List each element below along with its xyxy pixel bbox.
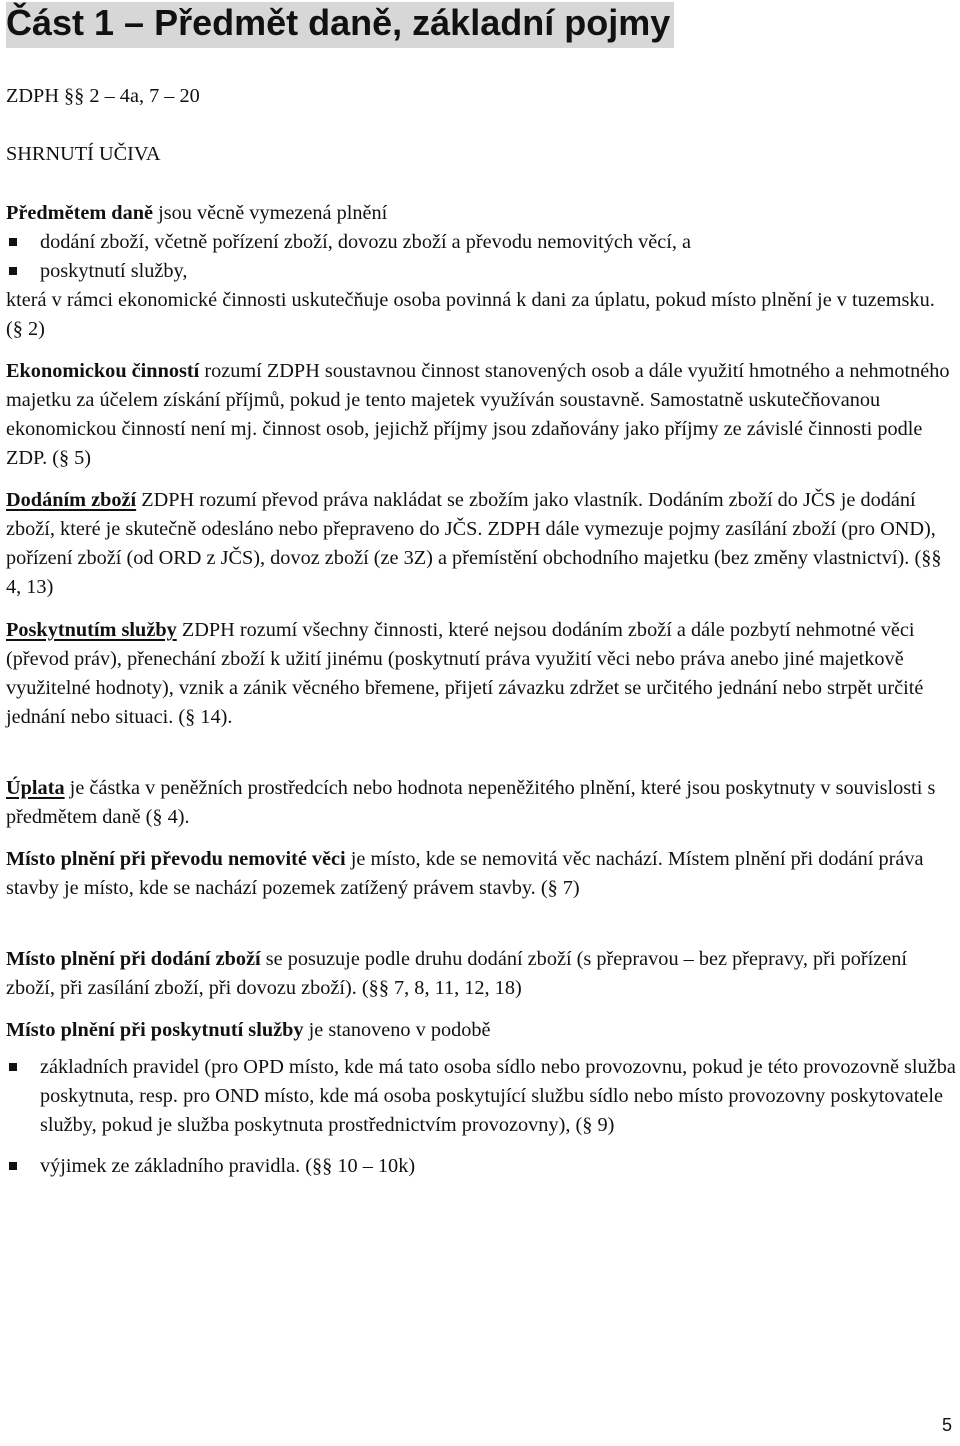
paragraph-text: rozumí ZDPH soustavnou činnost stanovených osob a dále využití hmotného a nehmotného majetku za účelem získání příjmů, pokud je tento majetek využíván soustavně. Samostatně uskutečňovanou ekonomickou činností není mj. činnost osob, jejichž příjmy jsou zdaňovány jako příjmy ze závislé činnosti podle ZDP. (§ 5) xyxy=(6,360,950,469)
paragraph-text: je místo, kde se nemovitá věc nachází. Místem plnění při dodání práva stavby je místo, kde se nachází pozemek zatížený právem stavby. (§ 7) xyxy=(6,848,924,899)
section-intro xyxy=(6,199,956,228)
section-continuation: která v rámci ekonomické činnosti uskutečňuje osoba povinná k dani za úplatu, pokud místo plnění je v tuzemsku. (§ 2) xyxy=(6,289,935,340)
paragraph xyxy=(6,774,956,832)
list-item: základních pravidel (pro OPD místo, kde má tato osoba sídlo nebo provozovnu, pokud je této provozovně služba poskytnuta, resp. pro OND místo, kde má osoba poskytující službu sídlo nebo místo provozovny poskytovatele služby, pokud je služba poskytnuta prostřednictvím provozovny), (§ 9) xyxy=(6,1053,956,1140)
section-place-real-estate xyxy=(6,845,956,903)
section-consideration xyxy=(6,774,956,832)
paragraph xyxy=(6,845,956,903)
section-place-services xyxy=(6,1016,956,1181)
law-references: ZDPH §§ 2 – 4a, 7 – 20 xyxy=(6,85,200,107)
section-subject-of-tax xyxy=(6,199,956,344)
intro-text: jsou věcně vymezená plnění xyxy=(153,202,388,224)
paragraph-text: se posuzuje podle druhu dodání zboží (s přepravou – bez přepravy, při pořízení zboží, při zasílání zboží, při dovozu zboží). (§§ 7, 8, 11, 12, 18) xyxy=(6,948,908,999)
chapter-heading: Část 1 – Předmět daně, základní pojmy xyxy=(6,2,671,43)
list-item: výjimek ze základního pravidla. (§§ 10 – 10k) xyxy=(6,1152,956,1181)
bullet-list xyxy=(6,1053,956,1181)
paragraph xyxy=(6,945,956,1003)
term: Předmětem daně xyxy=(6,202,153,224)
term: Místo plnění při převodu nemovité věci xyxy=(6,848,346,870)
section-economic-activity xyxy=(6,357,956,473)
paragraph xyxy=(6,486,956,602)
paragraph-text: ZDPH rozumí převod práva nakládat se zbožím jako vlastník. Dodáním zboží do JČS je dodání zboží, které je skutečně odesláno nebo přepraveno do JČS. ZDPH dále vymezuje pojmy zasílání zboží (pro OND), pořízení zboží (od ORD z JČS), dovoz zboží (ze 3Z) a přemístění obchodního majetku (bez změny vlastnictví). (§§ 4, 13) xyxy=(6,489,942,598)
paragraph xyxy=(6,357,956,473)
paragraph xyxy=(6,616,956,732)
paragraph-text: ZDPH rozumí všechny činnosti, které nejsou dodáním zboží a dále pozbytí nehmotné věci (převod práv), přenechání zboží k užití jinému (poskytnutí práva využití věci nebo práva anebo jiné majetkově využitelné hodnoty), vznik a zánik věcného břemene, přijetí závazku zdržet se určitého jednání nebo strpět určité jednání nebo situaci. (§ 14). xyxy=(6,619,924,728)
list-item: dodání zboží, včetně pořízení zboží, dovozu zboží a převodu nemovitých věcí, a xyxy=(6,228,956,257)
bullet-icon xyxy=(9,267,17,275)
term: Místo plnění při poskytnutí služby xyxy=(6,1019,304,1041)
section-provision-of-service xyxy=(6,616,956,732)
bullet-icon xyxy=(9,1063,17,1071)
term: Dodáním zboží xyxy=(6,489,137,511)
section-place-goods xyxy=(6,945,956,1003)
term: Ekonomickou činností xyxy=(6,360,200,382)
page-number: 5 xyxy=(941,1415,952,1435)
intro-text: je stanoveno v podobě xyxy=(303,1019,491,1041)
term: Úplata xyxy=(6,777,65,799)
paragraph-text: je částka v peněžních prostředcích nebo hodnota nepeněžitého plnění, které jsou poskytnuty v souvislosti s předmětem daně (§ 4). xyxy=(6,777,936,828)
list-item: poskytnutí služby, xyxy=(6,257,956,286)
bullet-icon xyxy=(9,238,17,246)
bullet-list xyxy=(6,228,956,286)
section-supply-of-goods xyxy=(6,486,956,602)
chapter-heading-bar xyxy=(6,2,674,48)
bullet-icon xyxy=(9,1162,17,1170)
summary-heading: SHRNUTÍ UČIVA xyxy=(6,143,161,165)
term: Poskytnutím služby xyxy=(6,619,177,641)
term: Místo plnění při dodání zboží xyxy=(6,948,261,970)
section-intro xyxy=(6,1016,956,1045)
